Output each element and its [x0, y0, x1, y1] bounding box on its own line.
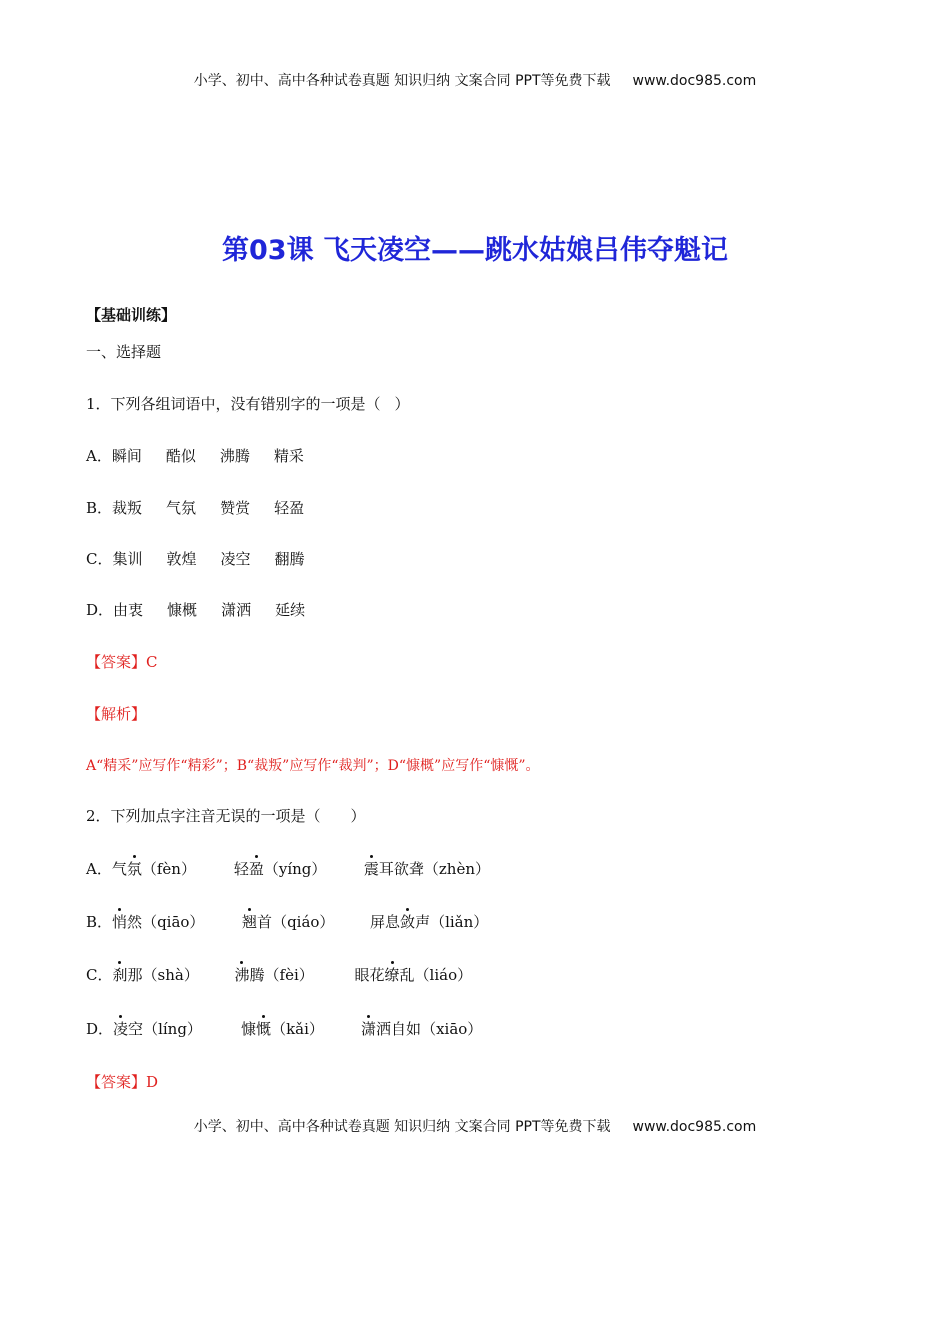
- item-pinyin: （shà）: [142, 966, 199, 984]
- part-heading: 一、选择题: [86, 343, 162, 361]
- option-label: B．: [86, 499, 113, 517]
- option-label: A．: [86, 447, 112, 465]
- option-word: 赞赏: [220, 499, 251, 517]
- item-pre: 气: [111, 860, 127, 878]
- header-text: 小学、初中、高中各种试卷真题 知识归纳 文案合同 PPT等免费下载: [193, 73, 611, 89]
- option-word: 瞬间: [111, 447, 142, 465]
- page-header: [0, 70, 950, 90]
- q2-stem: 2．下列加点字注音无误的一项是（ ）: [86, 807, 366, 825]
- answer-value: D: [146, 1073, 159, 1091]
- option-item: [234, 859, 364, 879]
- answer-label: 【答案】: [86, 1073, 147, 1091]
- option-item: [361, 1019, 482, 1039]
- answer-value: C: [146, 653, 158, 671]
- dotted-char: 慨: [256, 1020, 272, 1038]
- q2-option-b: [86, 912, 488, 932]
- q1-option-c: [86, 549, 329, 569]
- dotted-char: 敛: [400, 913, 416, 931]
- option-word: 由衷: [113, 601, 144, 619]
- option-word: 酷似: [165, 447, 196, 465]
- option-word: 翻腾: [274, 550, 305, 568]
- q2-option-c: [86, 965, 472, 985]
- dotted-char: 缭: [384, 966, 400, 984]
- q1-option-b: [86, 498, 328, 518]
- item-post: 空: [128, 1020, 144, 1038]
- page-title: 第03课 飞天凌空——跳水姑娘吕伟夺魁记: [222, 235, 728, 266]
- option-word: 精采: [273, 447, 304, 465]
- q2-answer: [86, 1072, 158, 1092]
- item-pinyin: （fèi）: [264, 966, 314, 984]
- q1-option-a: [86, 446, 328, 466]
- option-item: [364, 859, 490, 879]
- q1-answer: [86, 652, 158, 672]
- q1-option-d: [86, 600, 329, 620]
- item-pinyin: （líng）: [143, 1020, 202, 1038]
- dotted-char: 沸: [234, 966, 250, 984]
- option-label: C．: [86, 966, 113, 984]
- item-pinyin: （qiāo）: [142, 913, 205, 931]
- item-pinyin: （fèn）: [141, 860, 196, 878]
- option-word: 沸腾: [219, 447, 250, 465]
- item-pinyin: （kǎi）: [271, 1020, 324, 1038]
- item-pinyin: （qiáo）: [272, 913, 335, 931]
- item-post: 腾: [249, 966, 265, 984]
- option-word: 气氛: [166, 499, 197, 517]
- option-item: [112, 965, 234, 985]
- item-post: 首: [257, 913, 273, 931]
- option-word: 潇洒: [221, 601, 252, 619]
- dotted-char: 翘: [242, 913, 258, 931]
- option-item: [370, 912, 488, 932]
- section-heading: 【基础训练】: [86, 306, 177, 324]
- dotted-char: 盈: [248, 860, 264, 878]
- item-post: 乱: [399, 966, 415, 984]
- option-word: 裁叛: [112, 499, 143, 517]
- dotted-char: 刹: [112, 966, 128, 984]
- item-post: 那: [127, 966, 143, 984]
- option-label: C．: [86, 550, 113, 568]
- q1-analysis-label: 【解析】: [86, 705, 147, 723]
- q1-stem: [86, 394, 410, 414]
- option-item: [112, 859, 234, 879]
- option-word: 延续: [275, 601, 306, 619]
- header-url[interactable]: www.doc985.com: [632, 73, 757, 89]
- item-pre: 屏息: [370, 913, 401, 931]
- option-word: 凌空: [220, 550, 251, 568]
- item-pre: 眼花: [354, 966, 385, 984]
- option-label: D．: [86, 1020, 114, 1038]
- option-word: 集训: [112, 550, 143, 568]
- dotted-char: 震: [363, 860, 379, 878]
- dotted-char: 悄: [112, 913, 128, 931]
- item-pinyin: （zhèn）: [423, 860, 490, 878]
- q1-stem-text: 1．下列各组词语中，没有错别字的一项是（: [86, 395, 381, 413]
- option-label: B．: [86, 913, 113, 931]
- dotted-char: 氛: [126, 860, 142, 878]
- footer-text: 小学、初中、高中各种试卷真题 知识归纳 文案合同 PPT等免费下载: [193, 1119, 611, 1135]
- q2-option-a: [86, 859, 490, 879]
- answer-label: 【答案】: [86, 653, 147, 671]
- q2-option-d: [86, 1019, 482, 1039]
- item-post: 然: [127, 913, 143, 931]
- item-pre: 轻: [233, 860, 249, 878]
- page-footer: [0, 1116, 950, 1136]
- option-label: A．: [86, 860, 112, 878]
- option-item: [242, 912, 370, 932]
- item-post: 洒自如: [376, 1020, 422, 1038]
- item-pinyin: （yíng）: [263, 860, 327, 878]
- option-label: D．: [86, 601, 114, 619]
- option-item: [112, 912, 242, 932]
- dotted-char: 潇: [361, 1020, 377, 1038]
- item-post: 耳欲聋: [378, 860, 424, 878]
- option-word: 轻盈: [274, 499, 305, 517]
- item-pre: 慷: [241, 1020, 257, 1038]
- option-item: [354, 965, 472, 985]
- option-item: [241, 1019, 361, 1039]
- option-item: [113, 1019, 241, 1039]
- option-word: 敦煌: [166, 550, 197, 568]
- item-pinyin: （liáo）: [414, 966, 473, 984]
- option-item: [234, 965, 354, 985]
- item-pinyin: （xiāo）: [421, 1020, 483, 1038]
- item-pinyin: （liǎn）: [430, 913, 489, 931]
- footer-url[interactable]: www.doc985.com: [632, 1119, 757, 1135]
- q1-analysis-text: A“精采”应写作“精彩”；B“裁叛”应写作“裁判”；D“慷概”应写作“慷慨”。: [86, 758, 540, 774]
- option-word: 慷概: [167, 601, 198, 619]
- item-post: 声: [415, 913, 431, 931]
- dotted-char: 凌: [113, 1020, 129, 1038]
- q1-stem-close: ）: [394, 395, 410, 413]
